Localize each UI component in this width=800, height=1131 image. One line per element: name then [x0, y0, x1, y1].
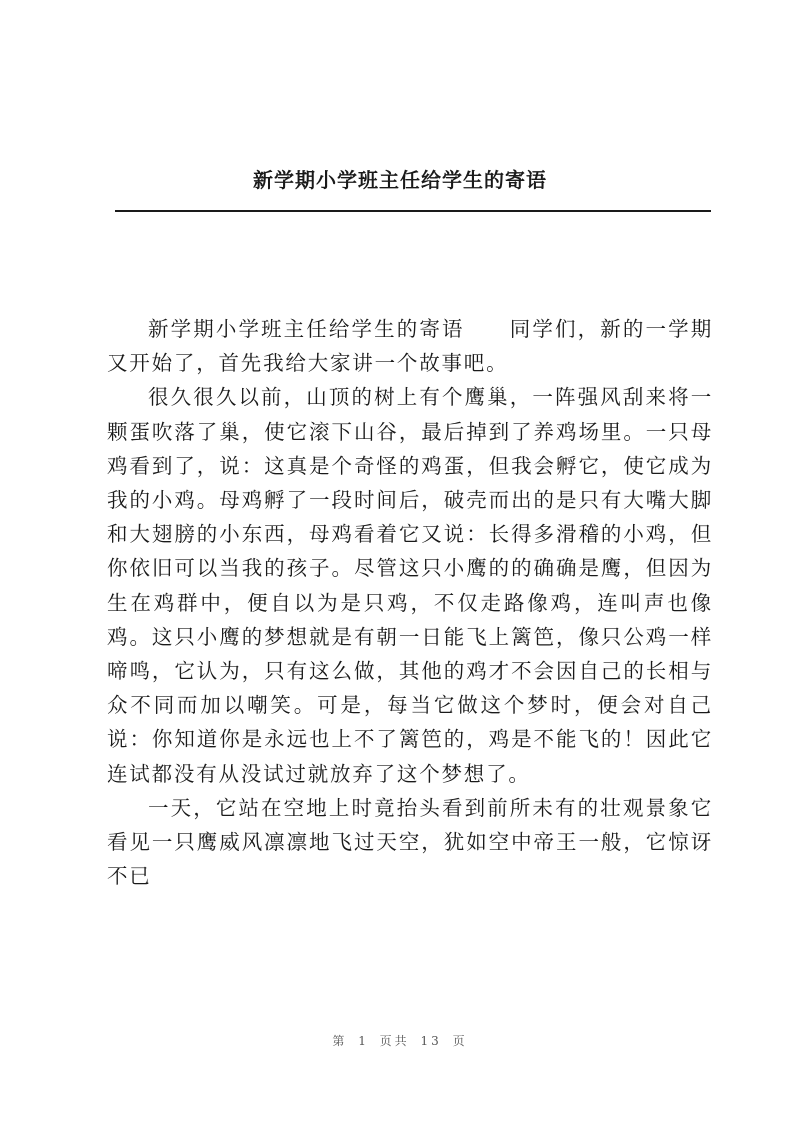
footer-suffix: 页 [452, 1034, 468, 1048]
footer-total-pages: 13 [420, 1034, 442, 1048]
footer-middle: 页共 [379, 1034, 410, 1048]
document-body [107, 312, 713, 893]
paragraph-2: 很久很久以前，山顶的树上有个鹰巢，一阵强风刮来将一颗蛋吹落了巢，使它滚下山谷，最后掉到了养鸡场里。一只母鸡看到了，说：这真是个奇怪的鸡蛋，但我会孵它，使它成为我的小鸡。母鸡孵了一段时间后，破壳而出的是只有大嘴大脚和大翅膀的小东西，母鸡看着它又说：长得多滑稽的小鸡，但你依旧可以当我的孩子。尽管这只小鹰的的确确是鹰，但因为生在鸡群中，便自以为是只鸡，不仅走路像鸡，连叫声也像鸡。这只小鹰的梦想就是有朝一日能飞上篱笆，像只公鸡一样啼鸣，它认为，只有这么做，其他的鸡才不会因自己的长相与众不同而加以嘲笑。可是，每当它做这个梦时，便会对自己说：你知道你是永远也上不了篱笆的，鸡是不能飞的！因此它连试都没有从没试过就放弃了这个梦想了。 [107, 385, 713, 786]
paragraph-3: 一天，它站在空地上时竟抬头看到前所未有的壮观景象它看见一只鹰威风凛凛地飞过天空，犹如空中帝王一般，它惊讶不已 [107, 795, 713, 889]
page-footer [0, 1032, 800, 1049]
page-title: 新学期小学班主任给学生的寄语 [253, 168, 547, 192]
title-divider [115, 210, 711, 212]
paragraph-1: 新学期小学班主任给学生的寄语 同学们，新的一学期又开始了，首先我给大家讲一个故事吧。 [107, 317, 713, 376]
footer-prefix: 第 [332, 1034, 348, 1048]
footer-page-number: 1 [358, 1034, 369, 1048]
